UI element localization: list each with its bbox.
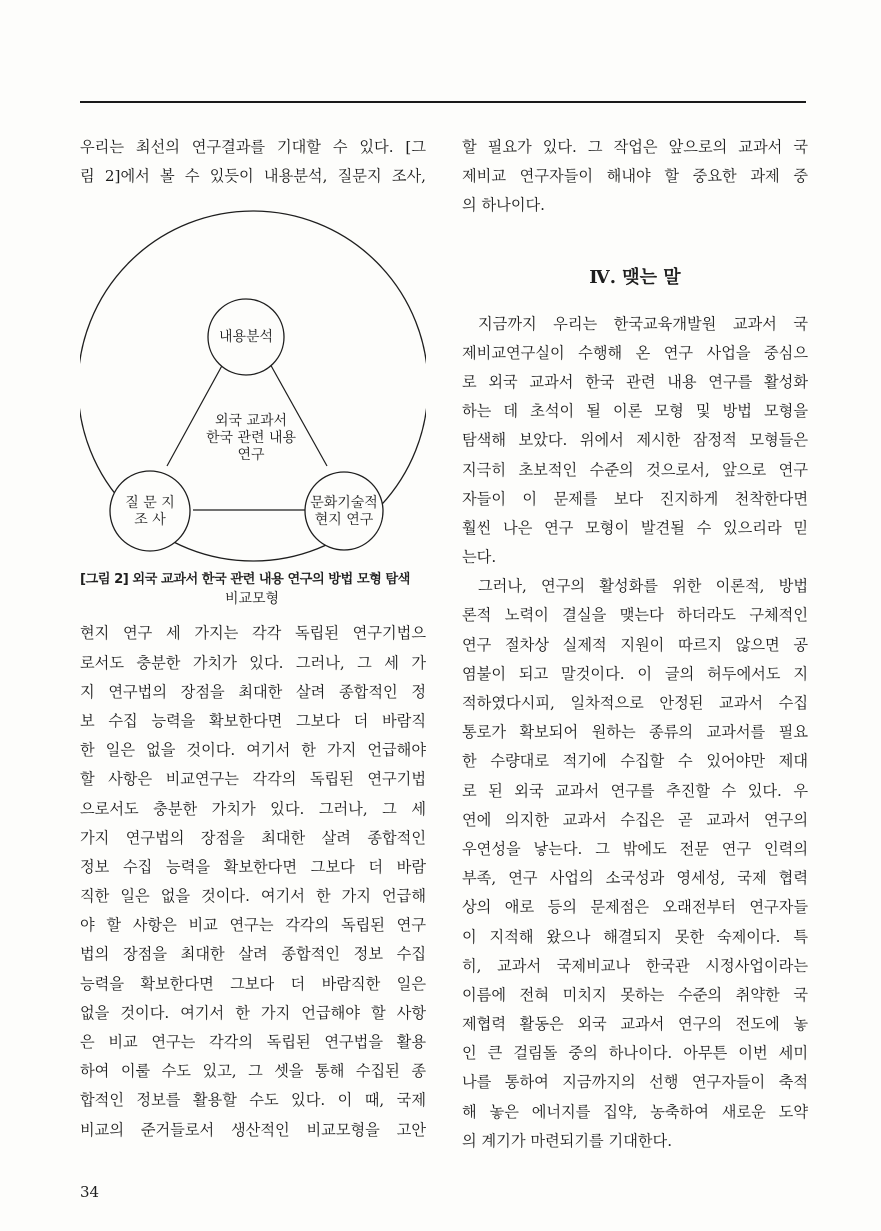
text-line: 현지 연구 세 가지는 각각 독립된 연구기법으 (80, 624, 426, 643)
text-line: 한 수량대로 적기에 수집할 수 있어야만 제대 (462, 752, 808, 771)
text-line: 할 사항은 비교연구는 각각의 독립된 연구기법 (80, 770, 426, 789)
text-line: 통로가 확보되어 원하는 종류의 교과서를 필요 (462, 723, 808, 742)
left-column (80, 133, 426, 1145)
left-intro (80, 133, 426, 191)
text-line: 이 지적해 왔으나 해결되지 못한 숙제이다. 특 (462, 927, 808, 946)
text-line: 야 할 사항은 비교 연구는 각각의 독립된 연구 (80, 916, 426, 935)
text-line: 은 비교 연구는 각각의 독립된 연구법을 활용 (80, 1033, 426, 1051)
text-line: 지금까지 우리는 한국교육개발원 교과서 국 (478, 314, 808, 333)
text-line: 지극히 초보적인 수준의 것으로서, 앞으로 연구 (462, 460, 808, 479)
text-line: 가지 연구법의 장점을 최대한 살려 종합적인 (80, 828, 426, 847)
left-body (80, 619, 426, 1144)
text-line: 인 큰 걸림돌 중의 하나이다. 아무튼 이번 세미 (462, 1044, 808, 1063)
text-line: 적하였다시피, 일차적으로 안정된 교과서 수집 (462, 694, 808, 712)
right-paragraph-1 (462, 310, 808, 573)
text-line: 상의 애로 등의 문제점은 오래전부터 연구자들 (462, 898, 808, 917)
section-heading: Ⅳ. 맺는 말 (589, 266, 681, 288)
text-line: 연구 절차상 실제적 지원이 따르지 않으면 공 (462, 635, 808, 654)
header-rule (80, 101, 806, 103)
text-line: 탐색해 보았다. 위에서 제시한 잠정적 모형들은 (462, 431, 808, 450)
right-column (462, 133, 808, 1156)
text-line: 하여 이룰 수도 있고, 그 셋을 통해 수집된 종 (80, 1062, 426, 1081)
text-line: 지 연구법의 장점을 최대한 살려 종합적인 정 (80, 682, 426, 701)
text-line: 로 외국 교과서 한국 관련 내용 연구를 활성화 (462, 372, 808, 391)
outer-label: 비교모형 (224, 591, 280, 608)
text-line: 하는 데 초석이 될 이론 모형 및 방법 모형을 (462, 402, 808, 421)
text-line: 연에 의지한 교과서 수집은 곧 교과서 연구의 (462, 810, 808, 829)
text-line: 론적 노력이 결실을 맺는다 하더라도 구체적인 (462, 606, 808, 625)
text-line: 는다. (462, 548, 497, 567)
text-line: 직한 일은 없을 것이다. 여기서 한 가지 언급해 (80, 887, 426, 906)
text-line: 정보 수집 능력을 확보한다면 그보다 더 바람 (80, 857, 426, 876)
text-line: 해 놓은 에너지를 집약, 농축하여 새로운 도약 (462, 1102, 808, 1121)
text-line: 우리는 최선의 연구결과를 기대할 수 있다. [그 (80, 138, 426, 156)
text-line: 그러나, 연구의 활성화를 위한 이론적, 방법 (478, 577, 808, 596)
text-line: 로 된 외국 교과서 연구를 추진할 수 있다. 우 (462, 781, 808, 800)
text-line: 의 하나이다. (462, 196, 546, 215)
text-line: 제비교 연구자들이 해내야 할 중요한 과제 중 (462, 167, 808, 186)
node-content-analysis-label: 내용분석 (218, 329, 274, 346)
text-line: 림 2]에서 볼 수 있듯이 내용분석, 질문지 조사, (80, 167, 426, 186)
text-line: 능력을 확보한다면 그보다 더 바람직한 일은 (80, 974, 426, 993)
node-questionnaire-label: 질 문 지 조 사 (125, 495, 175, 529)
text-line: 염불이 되고 말것이다. 이 글의 허두에서도 지 (462, 664, 808, 683)
text-line: 법의 장점을 최대한 살려 종합적인 정보 수집 (80, 945, 426, 964)
text-line: 비교의 준거들로서 생산적인 비교모형을 고안 (80, 1120, 426, 1139)
text-line: 보 수집 능력을 확보한다면 그보다 더 바람직 (80, 711, 426, 730)
text-line: 로서도 충분한 가치가 있다. 그러나, 그 세 가 (80, 653, 426, 672)
text-line: 한 일은 없을 것이다. 여기서 한 가지 언급해야 (80, 741, 426, 760)
right-intro (462, 133, 808, 221)
text-line: 이름에 전혀 미치지 못하는 수준의 취약한 국 (462, 985, 808, 1004)
text-line: 의 계기가 마련되기를 기대한다. (462, 1131, 673, 1150)
text-line: 훨씬 나은 연구 모형이 발견될 수 있으리라 믿 (462, 518, 808, 537)
figure-caption: [그림 2] 외국 교과서 한국 관련 내용 연구의 방법 모형 탐색 (80, 572, 410, 588)
text-line: 없을 것이다. 여기서 한 가지 언급해야 할 사항 (80, 1003, 426, 1022)
text-line: 합적인 정보를 활용할 수도 있다. 이 때, 국제 (80, 1091, 426, 1110)
right-paragraph-2 (462, 572, 808, 1156)
text-line: 히, 교과서 국제비교나 한국관 시정사업이라는 (462, 956, 808, 975)
text-line: 나를 통하여 지금까지의 선행 연구자들이 축적 (462, 1073, 808, 1092)
center-label: 외국 교과서 한국 관련 내용 연구 (205, 413, 297, 464)
text-line: 으로서도 충분한 가치가 있다. 그러나, 그 세 (80, 799, 426, 818)
text-line: 자들이 이 문제를 보다 진지하게 천착한다면 (462, 489, 808, 508)
page-number: 34 (80, 1183, 100, 1201)
node-field-research-label: 문화기술적 현지 연구 (310, 495, 378, 529)
text-line: 제비교연구실이 수행해 온 연구 사업을 중심으 (462, 343, 808, 362)
text-line: 우연성을 낳는다. 그 밖에도 전문 연구 인력의 (462, 839, 808, 858)
text-line: 부족, 연구 사업의 소국성과 영세성, 국제 협력 (462, 869, 808, 888)
text-line: 할 필요가 있다. 그 작업은 앞으로의 교과서 국 (462, 138, 808, 156)
text-line: 제협력 활동은 외국 교과서 연구의 전도에 놓 (462, 1015, 808, 1034)
